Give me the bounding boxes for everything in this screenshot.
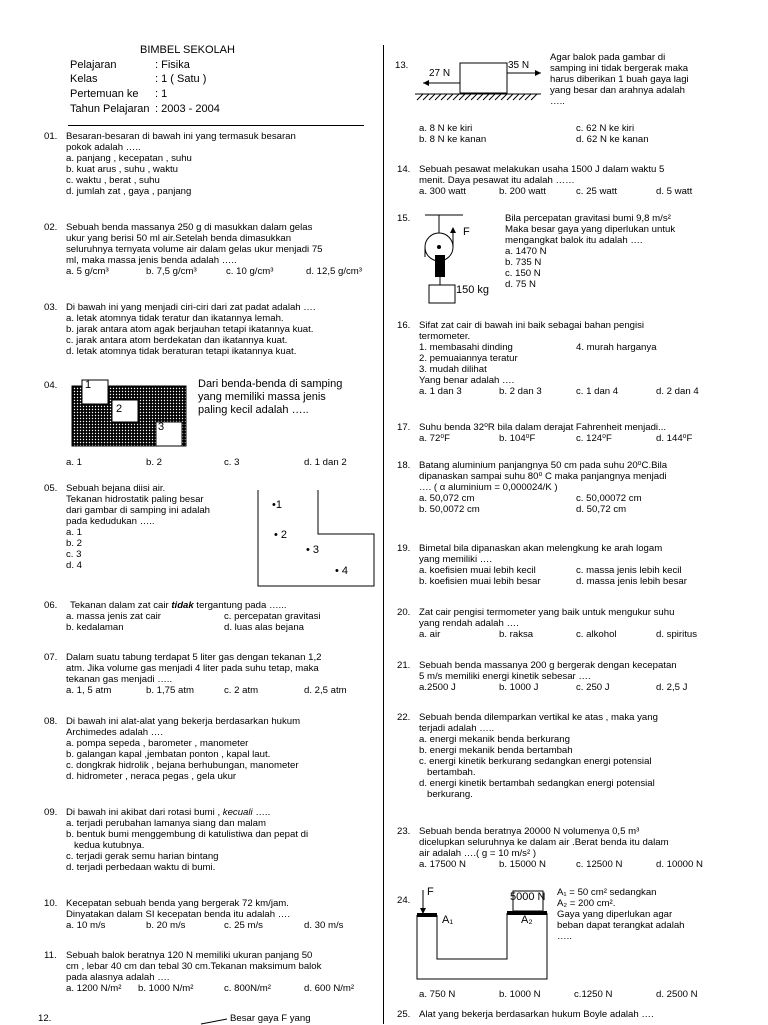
option-c[interactable]: c. 3 xyxy=(224,457,240,468)
text-part: Di bawah ini akibat dari rotasi bumi , xyxy=(66,807,223,818)
option-a[interactable]: a. 1200 N/m² xyxy=(66,983,122,994)
option-a[interactable]: a. 750 N xyxy=(419,989,456,1000)
text-line: Sebuah pesawat melakukan usaha 1500 J dalam waktu 5 xyxy=(419,164,665,175)
option-b[interactable]: b. 50,0072 cm xyxy=(419,504,480,515)
option-a[interactable]: a. 8 N ke kiri xyxy=(419,123,473,134)
question-text xyxy=(66,652,347,696)
text-line: Zat cair pengisi termometer yang baik untuk mengukur suhu xyxy=(419,607,675,618)
text-line: Sifat zat cair di bawah ini baik sebagai bahan pengisi xyxy=(419,320,645,331)
header-value: : Fisika xyxy=(155,59,190,71)
option-d[interactable]: d. hidrometer , neraca pegas , gela ukur xyxy=(66,771,237,782)
option-b[interactable]: b. 2 dan 3 xyxy=(499,386,542,397)
text-line: yang rendah adalah …. xyxy=(419,618,519,629)
question-number: 18. xyxy=(397,460,411,471)
option-d[interactable]: d. 144⁰F xyxy=(656,433,693,444)
question-text xyxy=(419,320,731,397)
option-c[interactable]: c. 3 xyxy=(66,549,82,560)
option-d[interactable]: d. 600 N/m² xyxy=(304,983,355,994)
load-label: 5000 N xyxy=(510,891,546,903)
option-c[interactable]: c. 2 atm xyxy=(224,685,259,696)
pulley-axle xyxy=(437,245,441,249)
question-text xyxy=(66,483,210,571)
question-13 xyxy=(395,52,730,152)
question-number: 20. xyxy=(397,607,411,618)
text-line: dicelupkan seluruhnya ke dalam air .Berat benda itu dalam xyxy=(419,837,669,848)
option-c[interactable]: c. 25 watt xyxy=(576,186,618,197)
header-label: Pelajaran xyxy=(70,59,117,71)
area-2-label: A₂ xyxy=(521,914,533,926)
question-number: 06. xyxy=(44,600,58,611)
text-line: Dalam suatu tabung terdapat 5 liter gas dengan tekanan 1,2 xyxy=(66,652,322,663)
text-line: tekanan gas menjadi ….. xyxy=(66,674,173,685)
force-label: F xyxy=(427,886,434,898)
text-line: ml, maka massa jenis benda adalah ….. xyxy=(66,255,237,266)
options xyxy=(66,611,376,633)
question-text xyxy=(557,887,685,942)
rope-weight xyxy=(435,255,445,277)
option-c[interactable]: c. 10 g/cm³ xyxy=(226,266,274,277)
text-line: Sebuah benda massanya 200 g bergerak dengan kecepatan xyxy=(419,660,677,671)
answer-prompt: Yang benar adalah …. xyxy=(419,375,515,386)
option-b[interactable]: b. 1000 J xyxy=(499,682,539,693)
floor-hatching xyxy=(417,94,537,100)
header-row-year xyxy=(70,103,220,116)
option-c[interactable]: c. 1 dan 4 xyxy=(576,386,619,397)
option-d[interactable]: d. terjadi perbedaan waktu di bumi. xyxy=(66,862,216,873)
options xyxy=(419,123,729,145)
text-line: A₂ = 200 cm². xyxy=(557,898,616,909)
question-number: 21. xyxy=(397,660,411,671)
text-line: Tekanan hidrostatik paling besar xyxy=(66,494,204,505)
question-number: 09. xyxy=(44,807,58,818)
text-part: ….. xyxy=(252,807,271,818)
option-d-continued: berkurang. xyxy=(427,789,473,800)
question-text xyxy=(419,660,731,693)
option-d[interactable]: d. 2 dan 4 xyxy=(656,386,699,397)
question-text xyxy=(419,422,731,444)
text-line: dari gambar di samping ini adalah xyxy=(66,505,210,516)
text-line: Maka besar gaya yang diperlukan untuk xyxy=(505,224,676,235)
question-text xyxy=(66,807,308,873)
question-text xyxy=(66,950,355,994)
options-row xyxy=(66,457,376,468)
emphasis: kecuali xyxy=(222,807,253,818)
text-line: yang memiliki massa jenis xyxy=(198,391,326,403)
header-row-subject xyxy=(70,59,190,72)
question-number: 17. xyxy=(397,422,411,433)
option-c[interactable]: c. percepatan gravitasi xyxy=(224,611,321,622)
option-c[interactable]: c. massa jenis lebih kecil xyxy=(576,565,682,576)
text-line: pada kedudukan ….. xyxy=(66,516,155,527)
question-text xyxy=(419,712,731,800)
option-c[interactable]: c. jarak antara atom berdekatan dan ikatannya kuat. xyxy=(66,335,288,346)
text-line: Alat yang bekerja berdasarkan hukum Boyle adalah …. xyxy=(419,1009,654,1020)
force-arrowhead xyxy=(450,227,456,233)
option-d[interactable]: d. massa jenis lebih besar xyxy=(576,576,687,587)
option-a[interactable]: a. 72⁰F xyxy=(419,433,451,444)
options-row xyxy=(419,859,731,870)
text-line: termometer. xyxy=(419,331,471,342)
option-a[interactable]: a. letak atomnya tidak teratur dan ikatannya lemah. xyxy=(66,313,284,324)
question-text xyxy=(66,222,362,277)
text-line: Besar gaya F yang xyxy=(230,1013,311,1024)
text-line: Sebuah benda massanya 250 g di masukkan dalam gelas xyxy=(66,222,313,233)
area-1-label: A₁ xyxy=(442,914,454,926)
emphasis: tidak xyxy=(171,600,194,611)
text-line: harus diberikan 1 buah gaya lagi xyxy=(550,74,689,85)
option-b[interactable]: b. 8 N ke kanan xyxy=(419,134,487,145)
option-b[interactable]: b. energi mekanik benda bertambah xyxy=(419,745,573,756)
text-part: tergantung pada …... xyxy=(193,600,287,611)
option-a[interactable]: a. 1470 N xyxy=(505,246,547,257)
option-c[interactable]: c. terjadi gerak semu harian bintang xyxy=(66,851,219,862)
mass-label: 150 kg xyxy=(456,284,490,296)
question-number: 24. xyxy=(397,895,411,906)
text-line: seluruhnya ternyata volume air dalam gelas ukur menjadi 75 xyxy=(66,244,323,255)
question-05 xyxy=(44,483,374,583)
header-value: : 2003 - 2004 xyxy=(155,103,220,115)
option-d[interactable]: d. 2,5 atm xyxy=(304,685,347,696)
option-c[interactable]: c. 62 N ke kiri xyxy=(576,123,635,134)
option-a[interactable]: a. air xyxy=(419,629,441,640)
question-text xyxy=(550,52,689,107)
option-a[interactable]: a. massa jenis zat cair xyxy=(66,611,161,622)
text-line: dipanaskan sampai suhu 80⁰ C maka panjangnya menjadi xyxy=(419,471,667,482)
text-line: ukur yang berisi 50 ml air.Setelah benda dimasukkan xyxy=(66,233,292,244)
question-number: 12. xyxy=(38,1013,52,1024)
question-number: 25. xyxy=(397,1009,411,1020)
options-row xyxy=(66,266,362,277)
option-c[interactable]: c. energi kinetik berkurang sedangkan energi potensial xyxy=(419,756,652,767)
question-12 xyxy=(38,1013,374,1024)
option-d[interactable]: d. 50,72 cm xyxy=(576,504,627,515)
question-text xyxy=(66,131,296,197)
right-arrowhead xyxy=(535,70,541,76)
text-line: Bimetal bila dipanaskan akan melengkung ke arah logam xyxy=(419,543,663,554)
text-line: cm , lebar 40 cm dan tebal 30 cm.Tekanan maksimum balok xyxy=(66,961,322,972)
option-a[interactable]: a. 1 xyxy=(66,527,83,538)
option-d[interactable]: d. 75 N xyxy=(505,279,536,290)
option-b[interactable]: b. galangan kapal ,jembatan ponton , kapal laut. xyxy=(66,749,271,760)
option-c[interactable]: c. 250 J xyxy=(576,682,610,693)
question-text xyxy=(419,460,731,515)
point-1: •1 xyxy=(272,499,282,511)
option-a[interactable]: a.2500 J xyxy=(419,682,456,693)
block-label: 1 xyxy=(85,379,92,391)
question-04 xyxy=(44,378,374,468)
question-text xyxy=(66,302,316,357)
text-line: samping ini tidak bergerak maka xyxy=(550,63,689,74)
text-line: Sebuah benda beratnya 20000 N volumenya 0,5 m³ xyxy=(419,826,640,837)
question-text xyxy=(198,378,342,417)
text-line: Sebuah balok beratnya 120 N memiliki ukuran panjang 50 xyxy=(66,950,313,961)
option-b[interactable]: b. raksa xyxy=(499,629,534,640)
question-25 xyxy=(397,1009,732,1024)
text-line: Agar balok pada gambar di xyxy=(550,52,666,63)
option-c[interactable]: c. 800N/m² xyxy=(224,983,271,994)
question-number: 02. xyxy=(44,222,58,233)
header-value: : 1 ( Satu ) xyxy=(155,73,207,85)
text-line: ….. xyxy=(550,96,565,107)
left-arrowhead xyxy=(423,80,429,86)
option-b[interactable]: b. 1,75 atm xyxy=(146,685,194,696)
option-d[interactable]: d. 62 N ke kanan xyxy=(576,134,649,145)
page-title: BIMBEL SEKOLAH xyxy=(140,44,235,56)
question-15 xyxy=(397,213,732,308)
option-a[interactable]: a. 50,072 cm xyxy=(419,493,475,504)
question-text xyxy=(419,607,731,640)
header-row-class xyxy=(70,73,206,86)
option-a[interactable]: a. energi mekanik benda berkurang xyxy=(419,734,570,745)
option-b[interactable]: b. bentuk bumi menggembung di katulistiwa dan pepat di xyxy=(66,829,309,840)
options-row xyxy=(66,685,347,696)
option-a[interactable]: a. 17500 N xyxy=(419,859,466,870)
question-text xyxy=(505,213,675,290)
option-c[interactable]: c. waktu , berat , suhu xyxy=(66,175,160,186)
option-b[interactable]: b. jarak antara atom agak berjauhan tetapi ikatannya kuat. xyxy=(66,324,314,335)
question-number: 07. xyxy=(44,652,58,663)
text-line: Gaya yang diperlukan agar xyxy=(557,909,673,920)
statement-item: 4. murah harganya xyxy=(576,342,657,353)
text-line xyxy=(70,600,380,611)
header-label: Pertemuan ke xyxy=(70,88,139,100)
text-line: ….. xyxy=(557,931,572,942)
figure-line xyxy=(201,1019,227,1024)
left-force-label: 27 N xyxy=(429,68,451,79)
question-number: 16. xyxy=(397,320,411,331)
text-line xyxy=(66,807,308,818)
option-a[interactable]: a. 1 dan 3 xyxy=(419,386,462,397)
question-number: 04. xyxy=(44,380,58,391)
option-c[interactable]: c. dongkrak hidrolik , bejana berhubungan, manometer xyxy=(66,760,299,771)
options xyxy=(419,493,731,515)
header-label: Kelas xyxy=(70,73,98,85)
question-number: 01. xyxy=(44,131,58,142)
option-d[interactable]: d. 12,5 g/cm³ xyxy=(306,266,362,277)
option-d[interactable]: d. 2,5 J xyxy=(656,682,688,693)
options-row xyxy=(66,983,355,994)
text-line: mengangkat balok itu adalah …. xyxy=(505,235,643,246)
options-row xyxy=(419,386,731,397)
text-line: air adalah ….( g = 10 m/s² ) xyxy=(419,848,537,859)
option-b[interactable]: b. 2 xyxy=(66,538,83,549)
text-line: …. ( α aluminium = 0,000024/K ) xyxy=(419,482,558,493)
option-a[interactable]: a. 1 xyxy=(66,457,83,468)
option-b[interactable]: b. kuat arus , suhu , waktu xyxy=(66,164,178,175)
option-c[interactable]: c. 12500 N xyxy=(576,859,623,870)
question-text xyxy=(419,543,731,587)
point-4: • 4 xyxy=(335,565,349,577)
option-d[interactable]: d. 4 xyxy=(66,560,83,571)
statement-item: 2. pemuaiannya teratur xyxy=(419,353,518,364)
text-line: Kecepatan sebuah benda yang bergerak 72 km/jam. xyxy=(66,898,289,909)
point-2: • 2 xyxy=(274,529,288,541)
load-block xyxy=(429,285,455,303)
option-a[interactable]: a. 10 m/s xyxy=(66,920,106,931)
question-text xyxy=(70,600,380,611)
right-force-label: 35 N xyxy=(508,60,530,71)
text-line: Batang aluminium panjangnya 50 cm pada suhu 20⁰C.Bila xyxy=(419,460,668,471)
column-divider xyxy=(383,45,384,1024)
text-line: Sebuah bejana diisi air. xyxy=(66,483,166,494)
option-d[interactable]: d. 30 m/s xyxy=(304,920,344,931)
text-line: paling kecil adalah ….. xyxy=(198,404,309,416)
statement-item: 3. mudah dilihat xyxy=(419,364,487,375)
option-b[interactable]: b. 200 watt xyxy=(499,186,546,197)
text-line: Bila percepatan gravitasi bumi 9,8 m/s² xyxy=(505,213,671,224)
text-line: Di bawah ini alat-alat yang bekerja berdasarkan hukum xyxy=(66,716,301,727)
option-b[interactable]: b. 104⁰F xyxy=(499,433,536,444)
option-d[interactable]: d. letak atomnya tidak beraturan tetapi ikatannya kuat. xyxy=(66,346,297,357)
options-row xyxy=(419,682,731,693)
options-row xyxy=(66,920,344,931)
option-a[interactable]: a. 1, 5 atm xyxy=(66,685,112,696)
options-row xyxy=(419,433,731,444)
question-number: 13. xyxy=(395,60,409,71)
option-c[interactable]: c. alkohol xyxy=(576,629,617,640)
option-b[interactable]: b. 15000 N xyxy=(499,859,546,870)
text-line: atm. Jika volume gas menjadi 4 liter pada suhu tetap, maka xyxy=(66,663,319,674)
option-b[interactable]: b. 1000 N xyxy=(499,989,541,1000)
question-text xyxy=(419,826,731,870)
text-line: terjadi adalah ….. xyxy=(419,723,495,734)
option-c[interactable]: c. 50,00072 cm xyxy=(576,493,642,504)
question-text xyxy=(66,716,300,782)
option-d[interactable]: d. jumlah zat , gaya , panjang xyxy=(66,186,192,197)
option-d[interactable]: d. 5 watt xyxy=(656,186,693,197)
text-line: Besaran-besaran di bawah ini yang termasuk besaran xyxy=(66,131,296,142)
option-c[interactable]: c.1250 N xyxy=(574,989,613,1000)
header-label: Tahun Pelajaran xyxy=(70,103,150,115)
option-b[interactable]: b. 7,5 g/cm³ xyxy=(146,266,197,277)
option-b[interactable]: b. 1000 N/m² xyxy=(138,983,194,994)
option-b[interactable]: b. kedalaman xyxy=(66,622,124,633)
question-number: 15. xyxy=(397,213,411,224)
option-b[interactable]: b. 735 N xyxy=(505,257,542,268)
question-number: 05. xyxy=(44,483,58,494)
header-value: : 1 xyxy=(155,88,168,100)
option-d[interactable]: d. 10000 N xyxy=(656,859,703,870)
question-number: 03. xyxy=(44,302,58,313)
option-b-continued: kedua kutubnya. xyxy=(74,840,145,851)
option-a[interactable]: a. terjadi perubahan lamanya siang dan malam xyxy=(66,818,266,829)
option-b[interactable]: b. 2 xyxy=(146,457,163,468)
option-b[interactable]: b. 20 m/s xyxy=(146,920,186,931)
question-number: 14. xyxy=(397,164,411,175)
block xyxy=(460,63,507,93)
text-line: Di bawah ini yang menjadi ciri-ciri dari zat padat adalah …. xyxy=(66,302,316,313)
text-line: beban dapat terangkat adalah xyxy=(557,920,685,931)
items-row xyxy=(419,342,731,353)
block-label: 2 xyxy=(116,403,123,415)
text-line: Suhu benda 32⁰R bila dalam derajat Fahrenheit menjadi... xyxy=(419,422,667,433)
question-24 xyxy=(397,885,732,1003)
text-line: pada alasnya adalah …. xyxy=(66,972,170,983)
option-a[interactable]: a. 5 g/cm³ xyxy=(66,266,109,277)
text-line: 5 m/s memiliki energi kinetik sebesar …. xyxy=(419,671,591,682)
point-3: • 3 xyxy=(306,544,320,556)
option-a[interactable]: a. koefisien muai lebih kecil xyxy=(419,565,536,576)
text-line: pokok adalah ….. xyxy=(66,142,141,153)
header-row-meeting xyxy=(70,88,167,101)
text-line: menit. Daya pesawat itu adalah …… xyxy=(419,175,575,186)
option-c-continued: bertambah. xyxy=(427,767,476,778)
question-number: 22. xyxy=(397,712,411,723)
header-divider xyxy=(68,125,364,126)
small-piston xyxy=(417,913,437,917)
text-line: Dinyatakan dalam SI kecepatan benda itu adalah …. xyxy=(66,909,291,920)
block-label: 3 xyxy=(158,421,165,433)
option-c[interactable]: c. 150 N xyxy=(505,268,541,279)
question-number: 19. xyxy=(397,543,411,554)
question-text xyxy=(66,898,344,931)
text-line: A₁ = 50 cm² sedangkan xyxy=(557,887,657,898)
option-d[interactable]: d. 1 dan 2 xyxy=(304,457,347,468)
statement-item: 1. membasahi dinding xyxy=(419,342,513,353)
options-row xyxy=(419,186,693,197)
force-label: F xyxy=(463,226,470,238)
question-text xyxy=(419,164,693,197)
option-a[interactable]: a. 300 watt xyxy=(419,186,466,197)
option-d[interactable]: d. energi kinetik bertambah sedangkan energi potensial xyxy=(419,778,655,789)
option-c[interactable]: c. 25 m/s xyxy=(224,920,263,931)
option-d[interactable]: d. spiritus xyxy=(656,629,698,640)
text-line: yang besar dan arahnya adalah xyxy=(550,85,685,96)
option-c[interactable]: c. 124⁰F xyxy=(576,433,612,444)
text-line: Dari benda-benda di samping xyxy=(198,378,343,390)
option-a[interactable]: a. panjang , kecepatan , suhu xyxy=(66,153,192,164)
option-a[interactable]: a. pompa sepeda , barometer , manometer xyxy=(66,738,249,749)
question-number: 10. xyxy=(44,898,58,909)
text-line: Sebuah benda dilemparkan vertikal ke atas , maka yang xyxy=(419,712,658,723)
options-row xyxy=(419,629,731,640)
text-part: Tekanan dalam zat cair xyxy=(70,600,172,611)
question-number: 11. xyxy=(44,950,57,961)
question-number: 08. xyxy=(44,716,58,727)
text-line: Archimedes adalah …. xyxy=(66,727,164,738)
options-row xyxy=(419,989,731,1000)
option-d[interactable]: d. luas alas bejana xyxy=(224,622,305,633)
options xyxy=(419,565,731,587)
option-b[interactable]: b. koefisien muai lebih besar xyxy=(419,576,541,587)
text-line: yang memiliki …. xyxy=(419,554,493,565)
option-d[interactable]: d. 2500 N xyxy=(656,989,698,1000)
question-number: 23. xyxy=(397,826,411,837)
